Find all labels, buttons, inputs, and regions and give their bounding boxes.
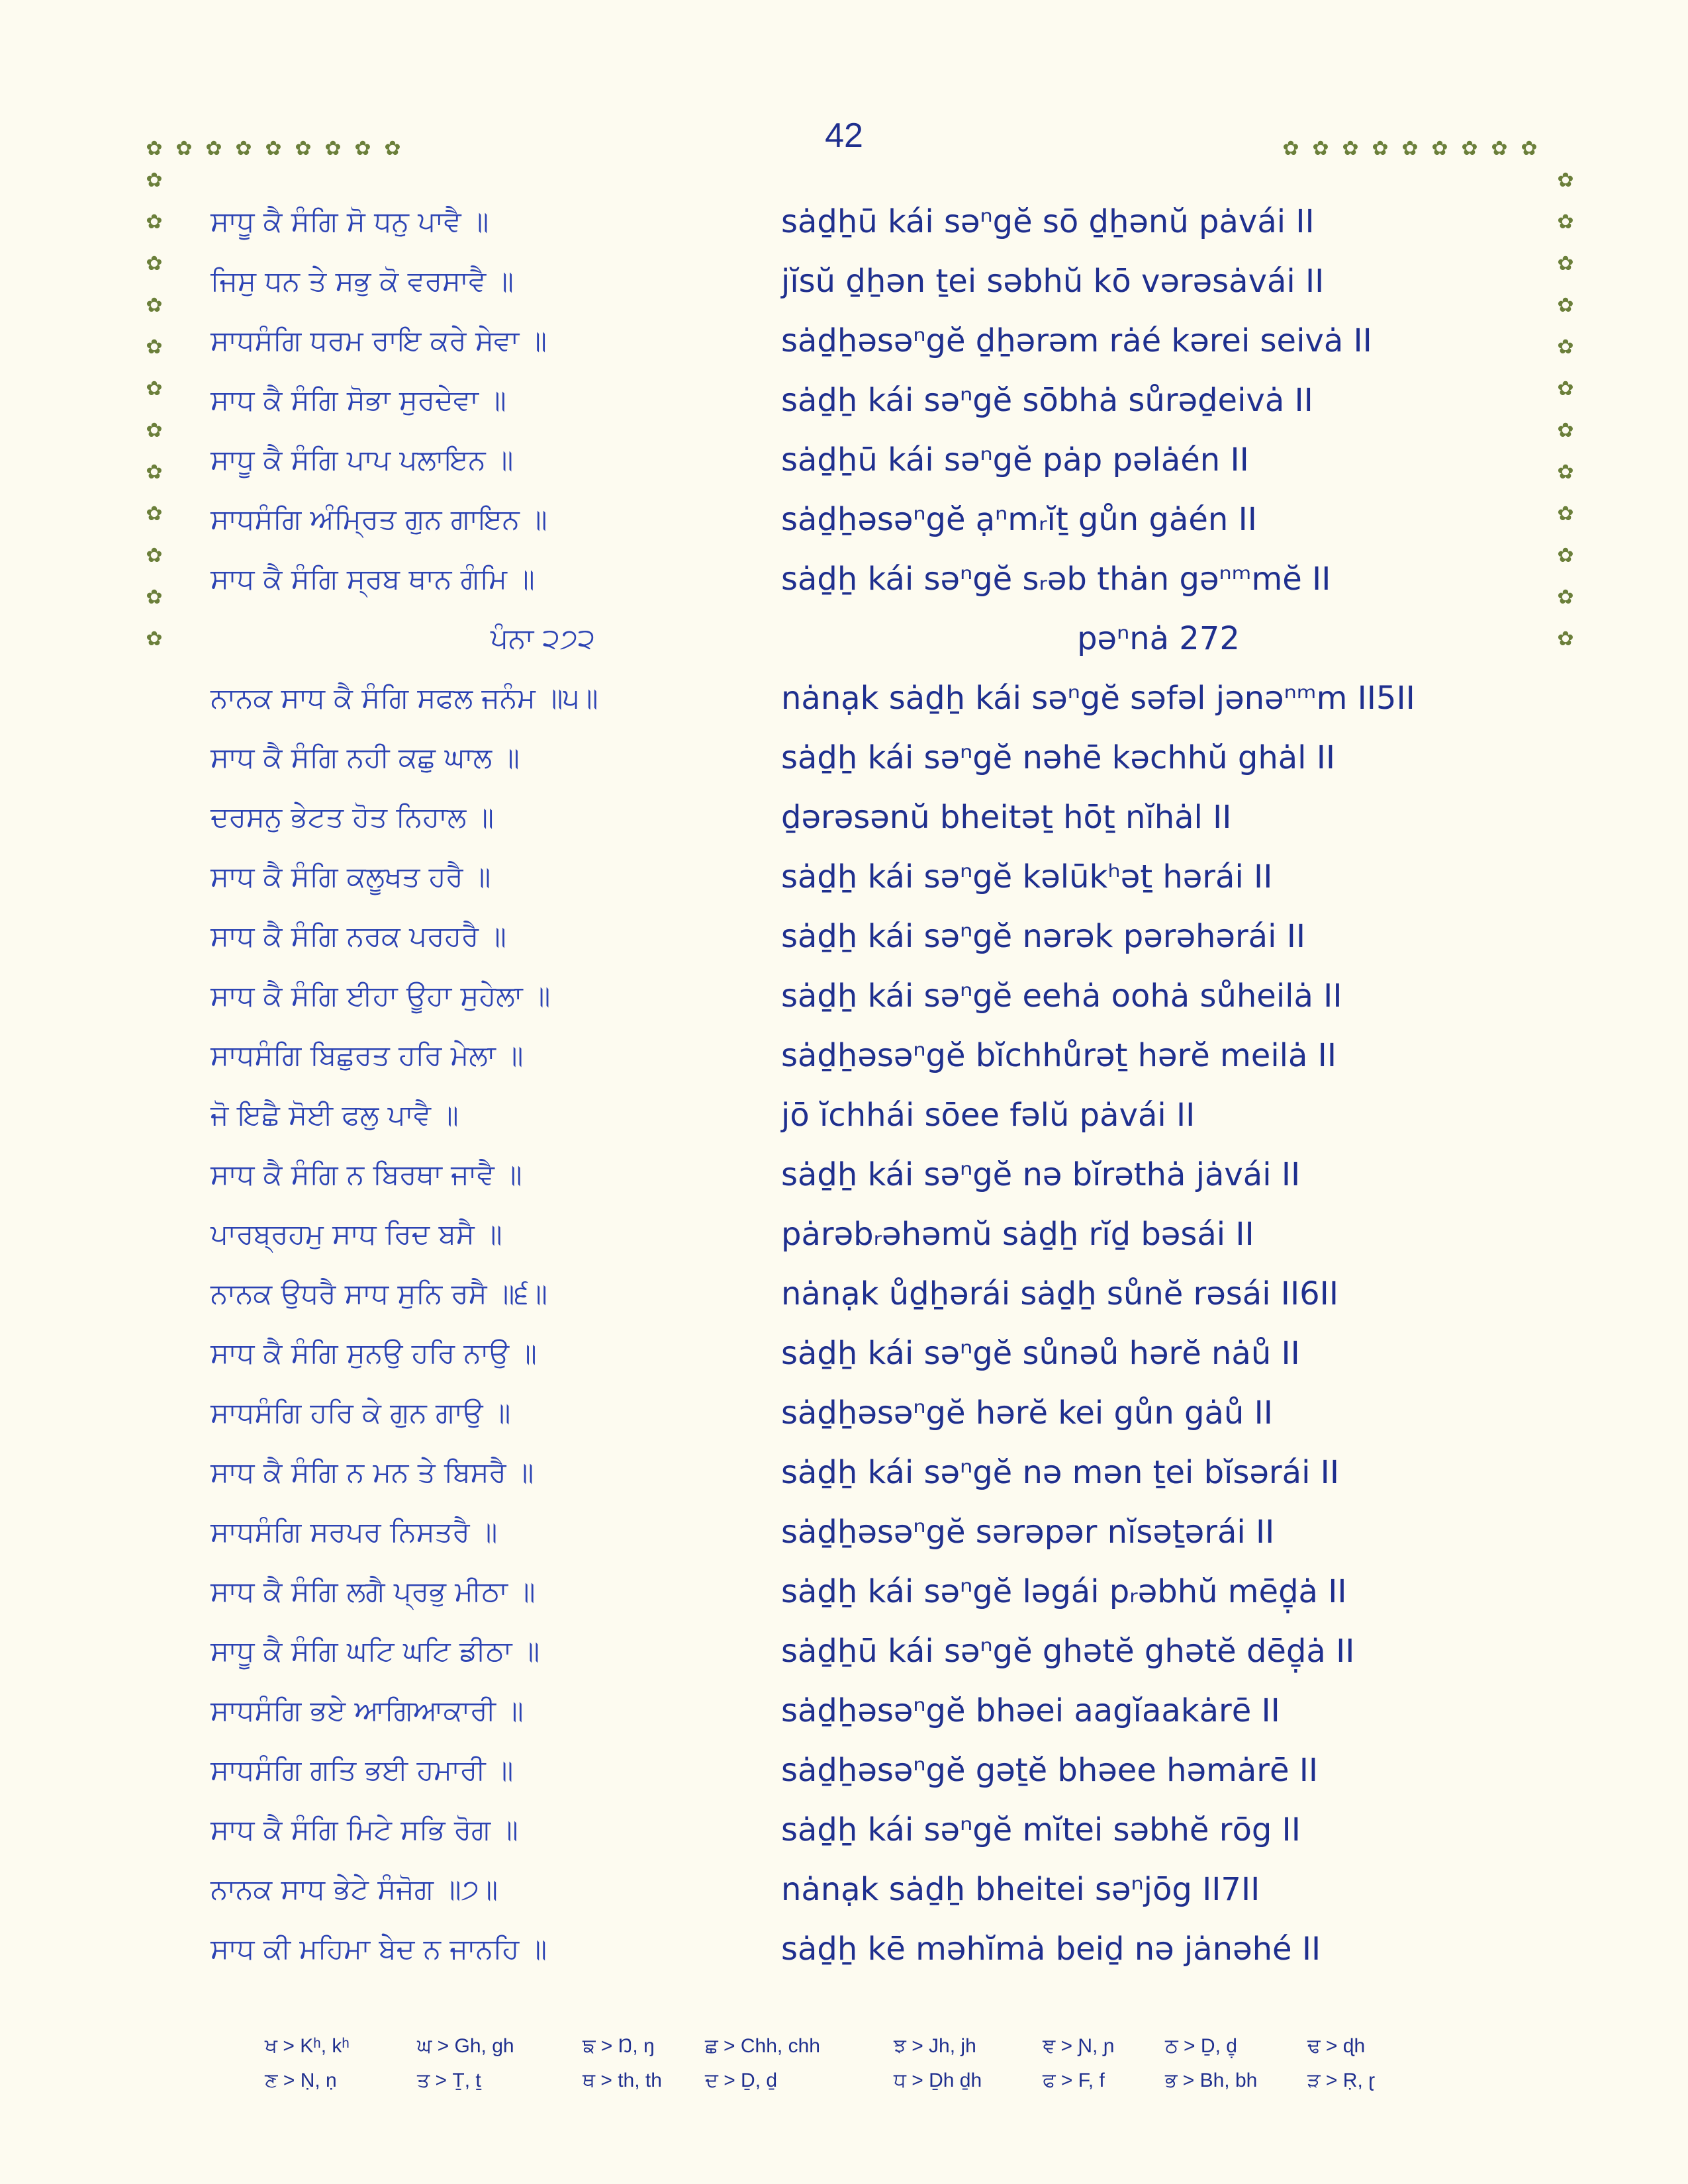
- verse-row: [0, 1860, 1688, 1919]
- verse-row: [0, 1145, 1688, 1205]
- verse-row: [0, 490, 1688, 549]
- verse-row: [0, 1800, 1688, 1860]
- gurmukhi-text: ਸਾਧਸੰਗਿ ਬਿਛੁਰਤ ਹਰਿ ਮੇਲਾ ॥: [211, 1039, 524, 1071]
- gurmukhi-text: ਸਾਧ ਕੈ ਸੰਗਿ ਨਰਕ ਪਰਹਰੈ ॥: [211, 920, 506, 952]
- page-reference-row: [0, 609, 1688, 668]
- legend-entry: ੜ > Ṛ, ɽ: [1307, 2070, 1376, 2091]
- legend-entry: ਞ > Ɲ, ɲ: [1043, 2035, 1115, 2057]
- gurmukhi-text: ਸਾਧ ਕੈ ਸੰਗਿ ਨਹੀ ਕਛੁ ਘਾਲ ॥: [211, 741, 520, 774]
- legend-entry: ਙ > Ŋ, ŋ: [583, 2035, 655, 2057]
- transliteration-text: sȧḏẖəsəⁿgĕ ḏẖərəm rȧé kərei seivȧ II: [781, 322, 1372, 359]
- flower-icon: ✿: [1312, 137, 1329, 160]
- flower-icon: ✿: [146, 169, 163, 192]
- flower-icon: ✿: [146, 210, 163, 234]
- verse-row: [0, 1919, 1688, 1979]
- flower-icon: ✿: [146, 419, 163, 442]
- flower-icon: ✿: [324, 137, 342, 160]
- legend-entry: ਠ > Ḏ, ḏ̣: [1165, 2035, 1237, 2057]
- legend-entry: ਘ > Gh, gh: [417, 2035, 514, 2057]
- verse-row: [0, 907, 1688, 966]
- flower-icon: ✿: [354, 137, 371, 160]
- transliteration-text: sȧḏẖū kái səⁿgĕ pȧp pəlȧén II: [781, 441, 1249, 478]
- gurmukhi-text: ਸਾਧਸੰਗਿ ਅੰਮ੍ਰਿਤ ਗੁਨ ਗਾਇਨ ॥: [211, 503, 547, 535]
- gurmukhi-text: ਜੋ ਇਛੈ ਸੋਈ ਫਲੁ ਪਾਵੈ ॥: [211, 1099, 459, 1131]
- legend-entry: ਫ > F, f: [1043, 2070, 1105, 2091]
- transliteration-text: sȧḏẖəsəⁿgĕ bhəei aagĭaakȧrē II: [781, 1692, 1280, 1729]
- verse-row: [0, 311, 1688, 371]
- flower-icon: ✿: [1491, 137, 1508, 160]
- gurmukhi-text: ਸਾਧ ਕੈ ਸੰਗਿ ਈਹਾ ਊਹਾ ਸੁਹੇਲਾ ॥: [211, 979, 551, 1012]
- gurmukhi-text: ਸਾਧ ਕੈ ਸੰਗਿ ਸੋਭਾ ਸੁਰਦੇਵਾ ॥: [211, 384, 506, 416]
- flower-icon: ✿: [1557, 252, 1574, 275]
- transliteration-text: sȧḏẖ kái səⁿgĕ ləgái pᵣəbhŭ mēḏ̣ȧ II: [781, 1573, 1347, 1610]
- flower-icon: ✿: [1557, 336, 1574, 359]
- flower-icon: ✿: [1557, 586, 1574, 609]
- gurmukhi-text: ਪਾਰਬ੍ਰਹਮੁ ਸਾਧ ਰਿਦ ਬਸੈ ॥: [211, 1218, 502, 1250]
- flower-icon: ✿: [1557, 169, 1574, 192]
- transliteration-text: sȧḏẖ kái səⁿgĕ sᵣəb thȧn gəⁿᵐmĕ II: [781, 561, 1331, 598]
- flower-icon: ✿: [1282, 137, 1299, 160]
- transliteration-text: sȧḏẖ kái səⁿgĕ sůnəů hərĕ nȧů II: [781, 1335, 1300, 1372]
- verse-row: [0, 1681, 1688, 1741]
- flower-icon: ✿: [384, 137, 401, 160]
- flower-icon: ✿: [1557, 294, 1574, 317]
- legend-entry: ਭ > Bh, bh: [1165, 2070, 1258, 2091]
- flower-icon: ✿: [1557, 502, 1574, 525]
- transliteration-text: nȧnạk sȧḏẖ bheitei səⁿjōg II7II: [781, 1871, 1260, 1908]
- verse-row: [0, 1324, 1688, 1383]
- flower-icon: ✿: [146, 336, 163, 359]
- gurmukhi-text: ਸਾਧ ਕੈ ਸੰਗਿ ਕਲੂਖਤ ਹਰੈ ॥: [211, 860, 491, 893]
- transliteration-text: sȧḏẖ kái səⁿgĕ nərək pərəhərái II: [781, 918, 1305, 955]
- gurmukhi-text: ਸਾਧਸੰਗਿ ਗਤਿ ਭਈ ਹਮਾਰੀ ॥: [211, 1754, 514, 1786]
- gurmukhi-text: ਸਾਧ ਕੈ ਸੰਗਿ ਲਗੈ ਪ੍ਰਭੁ ਮੀਠਾ ॥: [211, 1575, 536, 1608]
- verse-row: [0, 430, 1688, 490]
- legend-entry: ਣ > Ṇ, ṇ: [265, 2070, 337, 2091]
- gurmukhi-text: ਸਾਧਸੰਗਿ ਸਰਪਰ ਨਿਸਤਰੈ ॥: [211, 1516, 498, 1548]
- gurmukhi-text: ਸਾਧਸੰਗਿ ਭਏ ਆਗਿਆਕਾਰੀ ॥: [211, 1694, 524, 1727]
- flower-icon: ✿: [1557, 627, 1574, 651]
- verse-row: [0, 1443, 1688, 1502]
- transliteration-text: sȧḏẖ kái səⁿgĕ sōbhȧ sůrəḏeivȧ II: [781, 382, 1313, 419]
- flower-icon: ✿: [146, 377, 163, 400]
- flower-icon: ✿: [1372, 137, 1389, 160]
- flower-icon: ✿: [265, 137, 282, 160]
- gurmukhi-text: ਸਾਧਸੰਗਿ ਧਰਮ ਰਾਇ ਕਰੇ ਸੇਵਾ ॥: [211, 324, 547, 357]
- flower-icon: ✿: [146, 252, 163, 275]
- transliteration-text: ḏərəsənŭ bheitəṯ hōṯ nĭhȧl II: [781, 799, 1232, 836]
- gurmukhi-text: ਸਾਧ ਕੈ ਸੰਗਿ ਸ੍ਰਬ ਥਾਨ ਗੰਮਿ ॥: [211, 563, 535, 595]
- flower-icon: ✿: [205, 137, 222, 160]
- flower-icon: ✿: [146, 627, 163, 651]
- gurmukhi-text: ਸਾਧ ਕੈ ਸੰਗਿ ਨ ਮਨ ਤੇ ਬਿਸਰੈ ॥: [211, 1456, 534, 1488]
- flower-icon: ✿: [295, 137, 312, 160]
- verse-row: [0, 788, 1688, 847]
- flower-icon: ✿: [175, 137, 193, 160]
- flower-icon: ✿: [146, 294, 163, 317]
- gurmukhi-text: ਸਾਧ ਕੈ ਸੰਗਿ ਨ ਬਿਰਥਾ ਜਾਵੈ ॥: [211, 1158, 522, 1191]
- gurmukhi-text: ਸਾਧਸੰਗਿ ਹਰਿ ਕੇ ਗੁਨ ਗਾਉ ॥: [211, 1396, 511, 1429]
- transliteration-text: sȧḏẖ kái səⁿgĕ kəlūkʰəṯ hərái II: [781, 858, 1273, 895]
- verse-row: [0, 728, 1688, 788]
- gurmukhi-text: ਨਾਨਕ ਸਾਧ ਕੈ ਸੰਗਿ ਸਫਲ ਜਨੰਮ ॥੫॥: [211, 682, 598, 714]
- flower-icon: ✿: [1401, 137, 1419, 160]
- legend-entry: ਥ > th, th: [583, 2070, 662, 2091]
- flower-icon: ✿: [146, 586, 163, 609]
- verse-row: [0, 966, 1688, 1026]
- transliteration-text: sȧḏẖəsəⁿgĕ ạⁿmᵣĭṯ gůn gȧén II: [781, 501, 1257, 538]
- transliteration-text: nȧnạk ůḏẖərái sȧḏẖ sůnĕ rəsái II6II: [781, 1275, 1338, 1312]
- verse-row: [0, 1205, 1688, 1264]
- flower-icon: ✿: [1521, 137, 1538, 160]
- legend-entry: ਦ > Ḏ, ḏ: [705, 2070, 778, 2091]
- transliteration-text: sȧḏẖəsəⁿgĕ bĭchhůrəṯ hərĕ meilȧ II: [781, 1037, 1336, 1074]
- transliteration-text: sȧḏẖəsəⁿgĕ gəṯĕ bhəee həmȧrē II: [781, 1752, 1319, 1789]
- transliteration-text: sȧḏẖū kái səⁿgĕ ghətĕ ghətĕ dēḏ̣ȧ II: [781, 1633, 1355, 1670]
- verse-row: [0, 251, 1688, 311]
- transliteration-text: nȧnạk sȧḏẖ kái səⁿgĕ səfəl jənəⁿᵐm II5II: [781, 680, 1415, 717]
- flower-icon: ✿: [146, 137, 163, 160]
- page-number: 42: [825, 116, 863, 155]
- verse-row: [0, 1383, 1688, 1443]
- flower-icon: ✿: [1557, 377, 1574, 400]
- flower-icon: ✿: [1431, 137, 1448, 160]
- flower-icon: ✿: [146, 544, 163, 567]
- legend-entry: ਝ > Jh, jh: [894, 2035, 976, 2057]
- transliteration-text: jĭsŭ ḏẖən ṯei səbhŭ kō vərəsȧvái II: [781, 263, 1325, 300]
- flower-icon: ✿: [1557, 210, 1574, 234]
- transliteration-text: pȧrəbᵣəhəmŭ sȧḏẖ rĭḏ bəsái II: [781, 1216, 1254, 1253]
- verse-row: [0, 1026, 1688, 1085]
- gurmukhi-text: ਸਾਧੂ ਕੈ ਸੰਗਿ ਪਾਪ ਪਲਾਇਨ ॥: [211, 443, 514, 476]
- legend-entry: ਢ > ɖh: [1307, 2035, 1366, 2057]
- transliteration-text: pəⁿnȧ 272: [1077, 620, 1240, 657]
- legend-row: [265, 2035, 1456, 2070]
- verse-row: [0, 192, 1688, 251]
- flower-icon: ✿: [1557, 419, 1574, 442]
- flower-icon: ✿: [146, 502, 163, 525]
- verse-row: [0, 1621, 1688, 1681]
- legend-entry: ਤ > Ṯ, ṯ: [417, 2070, 481, 2091]
- verse-row: [0, 1562, 1688, 1621]
- transliteration-text: sȧḏẖəsəⁿgĕ sərəpər nĭsəṯərái II: [781, 1514, 1275, 1551]
- flower-icon: ✿: [235, 137, 252, 160]
- gurmukhi-text: ਸਾਧ ਕੈ ਸੰਗਿ ਸੁਨਉ ਹਰਿ ਨਾਉ ॥: [211, 1337, 537, 1369]
- gurmukhi-text: ਪੰਨਾ ੨੭੨: [490, 622, 596, 655]
- flower-icon: ✿: [1557, 544, 1574, 567]
- gurmukhi-text: ਜਿਸੁ ਧਨ ਤੇ ਸਭੁ ਕੋ ਵਰਸਾਵੈ ॥: [211, 265, 514, 297]
- legend-entry: ਖ > Kʰ, kʰ: [265, 2035, 350, 2057]
- transliteration-text: sȧḏẖ kái səⁿgĕ nə mən ṯei bĭsərái II: [781, 1454, 1339, 1491]
- flower-icon: ✿: [146, 461, 163, 484]
- gurmukhi-text: ਸਾਧੂ ਕੈ ਸੰਗਿ ਘਟਿ ਘਟਿ ਡੀਠਾ ॥: [211, 1635, 540, 1667]
- gurmukhi-text: ਦਰਸਨੁ ਭੇਟਤ ਹੋਤ ਨਿਹਾਲ ॥: [211, 801, 494, 833]
- verse-row: [0, 847, 1688, 907]
- transliteration-text: sȧḏẖ kái səⁿgĕ mĭtei səbhĕ rōg II: [781, 1811, 1301, 1848]
- gurmukhi-text: ਸਾਧੂ ਕੈ ਸੰਗਿ ਸੋ ਧਨੁ ਪਾਵੈ ॥: [211, 205, 489, 238]
- verse-row: [0, 1085, 1688, 1145]
- gurmukhi-text: ਨਾਨਕ ਸਾਧ ਭੇਟੇ ਸੰਜੋਗ ॥੭॥: [211, 1873, 498, 1905]
- verse-row: [0, 668, 1688, 728]
- transliteration-legend: [265, 2035, 1456, 2104]
- legend-entry: ਛ > Chh, chh: [705, 2035, 820, 2057]
- flower-icon: ✿: [1557, 461, 1574, 484]
- verse-row: [0, 549, 1688, 609]
- transliteration-text: sȧḏẖ kái səⁿgĕ eehȧ oohȧ sůheilȧ II: [781, 978, 1342, 1015]
- verse-row: [0, 371, 1688, 430]
- transliteration-text: sȧḏẖū kái səⁿgĕ sō ḏẖənŭ pȧvái II: [781, 203, 1315, 240]
- gurmukhi-text: ਸਾਧ ਕੈ ਸੰਗਿ ਮਿਟੇ ਸਭਿ ਰੋਗ ॥: [211, 1813, 518, 1846]
- flower-icon: ✿: [1461, 137, 1478, 160]
- verse-row: [0, 1741, 1688, 1800]
- transliteration-text: sȧḏẖəsəⁿgĕ hərĕ kei gůn gȧů II: [781, 1394, 1273, 1432]
- transliteration-text: sȧḏẖ kē məhĭmȧ beiḏ nə jȧnəhé II: [781, 1931, 1321, 1968]
- transliteration-text: sȧḏẖ kái səⁿgĕ nəhē kəchhŭ ghȧl II: [781, 739, 1336, 776]
- flower-icon: ✿: [1342, 137, 1359, 160]
- gurmukhi-text: ਨਾਨਕ ਉਧਰੈ ਸਾਧ ਸੁਨਿ ਰਸੈ ॥੬॥: [211, 1277, 547, 1310]
- verse-row: [0, 1502, 1688, 1562]
- legend-entry: ਧ > Ḏh ḏh: [894, 2070, 982, 2091]
- legend-row: [265, 2070, 1456, 2104]
- verse-row: [0, 1264, 1688, 1324]
- gurmukhi-text: ਸਾਧ ਕੀ ਮਹਿਮਾ ਬੇਦ ਨ ਜਾਨਹਿ ॥: [211, 1933, 547, 1965]
- transliteration-text: jō ĭchhái sōee fəlŭ pȧvái II: [781, 1097, 1196, 1134]
- transliteration-text: sȧḏẖ kái səⁿgĕ nə bĭrəthȧ jȧvái II: [781, 1156, 1301, 1193]
